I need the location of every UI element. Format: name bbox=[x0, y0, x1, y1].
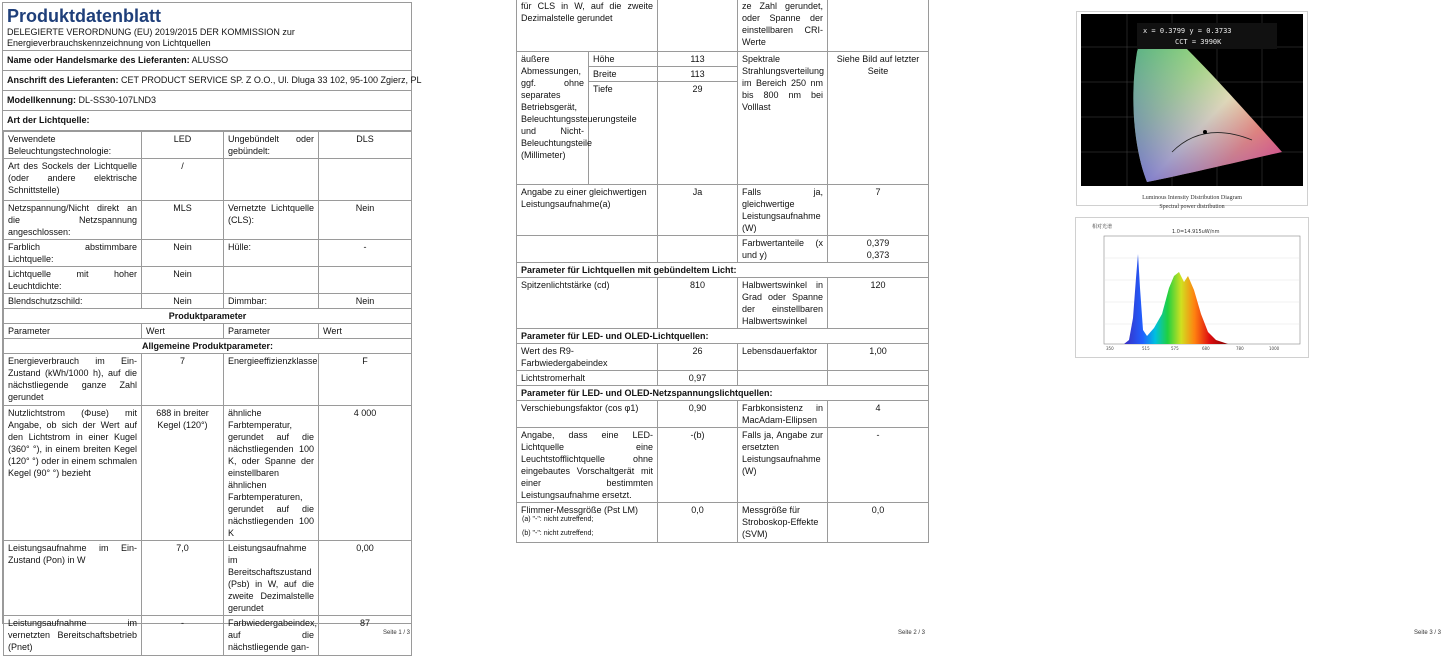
page-number: Seite 3 / 3 bbox=[1414, 629, 1442, 636]
footnote-b: (b) "-": nicht zutreffend; bbox=[522, 530, 594, 537]
table-row: Parameter für Lichtquellen mit gebündeltem Licht: bbox=[517, 262, 929, 277]
spectrum-figure bbox=[1075, 217, 1309, 358]
page-number: Seite 1 / 3 bbox=[383, 629, 411, 636]
light-source-type-table bbox=[3, 131, 412, 656]
table-row: Netzspannung/Nicht direkt an die Netzspannung angeschlossen: MLS Vernetzte Lichtquelle (CLS): Nein bbox=[4, 201, 412, 240]
table-row: Leistungsaufnahme im Ein-Zustand (Pon) in W 7,0 Leistungsaufnahme im Bereitschaftszustand (Psb) in W, auf die zweite Dezimalstelle gerundet 0,00 bbox=[4, 541, 412, 616]
table-row: Farblich abstimmbare Lichtquelle: Nein Hülle: - bbox=[4, 240, 412, 267]
cie-caption-2: Spectral power distribution bbox=[1159, 204, 1225, 210]
table-row: für CLS in W, auf die zweite Dezimalstelle gerundet ze Zahl gerundet, oder Spanne der einstellbaren CRI-Werte bbox=[517, 0, 929, 51]
table-row: äußere Abmessungen, ggf. ohne separates Betriebsgerät, Beleuchtungssteuerungsteile und Nicht-Beleuchtungsteile (Millimeter) Höhe Breite Tiefe 113 113 29 Spektrale Strahlungsverteilung im Bereich 250 nm bis 800 nm bei Volllast Siehe Bild auf letzter Seite bbox=[517, 51, 929, 184]
page-number: Seite 2 / 3 bbox=[898, 629, 926, 636]
footnotes bbox=[522, 513, 593, 541]
table-row: Wert des R9-Farbwiedergabeindex 26 Lebensdauerfaktor 1,00 bbox=[517, 343, 929, 370]
supplier-address: CET PRODUCT SERVICE SP. Z O.O., Ul. Dluga 33 102, 95-100 Zgierz, PL bbox=[121, 75, 422, 85]
table-header-row: Parameter Wert Parameter Wert bbox=[4, 324, 412, 339]
table-row: Energieverbrauch im Ein-Zustand (kWh/1000 h), auf die nächstliegende ganze Zahl gerundet 7 Energieeffizienzklasse F bbox=[4, 354, 412, 406]
cie-diagram-figure bbox=[1076, 11, 1308, 206]
page-1 bbox=[0, 0, 422, 652]
supplier-address-line: Anschrift des Lieferanten: CET PRODUCT SERVICE SP. Z O.O., Ul. Dluga 33 102, 95-100 Zgierz, PL bbox=[3, 71, 411, 91]
svg-text:1000: 1000 bbox=[1269, 346, 1280, 351]
supplier-name: ALUSSO bbox=[191, 55, 229, 65]
product-params-table-continued bbox=[516, 0, 929, 543]
chromaticity-point bbox=[1203, 130, 1207, 134]
footnote-a: (a) "-": nicht zutreffend; bbox=[522, 516, 594, 523]
svg-text:相对光谱: 相对光谱 bbox=[1092, 224, 1113, 230]
spectrum-header: 1.0=14.915uW/nm bbox=[1172, 229, 1220, 235]
table-row: Parameter für LED- und OLED-Lichtquellen: bbox=[517, 328, 929, 343]
cie-coordinates: x = 0.3799 y = 0.3733 bbox=[1143, 27, 1232, 35]
cie-cct: CCT = 3990K bbox=[1175, 38, 1222, 46]
dimensions-label: äußere Abmessungen, ggf. ohne separates Betriebsgerät, Beleuchtungssteuerungsteile und Nicht-Beleuchtungsteile (Millimeter) bbox=[517, 51, 589, 184]
supplier-name-line: Name oder Handelsmarke des Lieferanten: ALUSSO bbox=[3, 51, 411, 71]
table-row: Parameter für LED- und OLED-Netzspannungslichtquellen: bbox=[517, 385, 929, 400]
product-params-heading: Produktparameter bbox=[4, 309, 412, 324]
table-row: Art des Sockels der Lichtquelle (oder andere elektrische Schnittstelle) / bbox=[4, 159, 412, 201]
svg-text:680: 680 bbox=[1202, 346, 1210, 351]
table-row: Verschiebungsfaktor (cos φ1) 0,90 Farbkonsistenz in MacAdam-Ellipsen 4 bbox=[517, 400, 929, 427]
table-row: Nutzlichtstrom (Φuse) mit Angabe, ob sich der Wert auf den Lichtstrom in einer Kugel (360° °), in einem breiten Kegel (120° °) oder in einem schmalen Kegel (90° °) bezieht 688 in breiter Kegel (120°) ähnliche Farbtemperatur, gerundet auf die nächstliegenden 100 K, oder Spanne der einstellbaren ähnlichen Farbtemperaturen, gerundet auf die nächstliegenden 100 K 4 000 bbox=[4, 406, 412, 541]
table-row: Leistungsaufnahme im vernetzten Bereitschaftsbetrieb (Pnet) - Farbwiedergabeindex, auf die nächstliegende gan- 87 bbox=[4, 616, 412, 656]
table-row: Angabe zu einer gleichwertigen Leistungsaufnahme(a) Ja Falls ja, gleichwertige Leistungsaufnahme (W) 7 bbox=[517, 184, 929, 235]
table-row bbox=[4, 339, 412, 354]
svg-text:350: 350 bbox=[1106, 346, 1114, 351]
table-row: Flimmer-Messgröße (Pst LM) 0,0 Messgröße für Stroboskop-Effekte (SVM) 0,0 bbox=[517, 502, 929, 542]
table-row: Verwendete Beleuchtungstechnologie: LED Ungebündelt oder gebündelt: DLS bbox=[4, 132, 412, 159]
cie-caption-1: Luminous Intensity Distribution Diagram bbox=[1142, 195, 1242, 202]
spectrum-curve bbox=[1124, 254, 1228, 344]
regulation-text: DELEGIERTE VERORDNUNG (EU) 2019/2015 DER KOMMISSION zur Energieverbrauchskennzeichnung von Lichtquellen bbox=[3, 27, 411, 51]
table-row: Lichtquelle mit hoher Leuchtdichte: Nein bbox=[4, 267, 412, 294]
page-2 bbox=[516, 0, 929, 639]
table-row: Blendschutzschild: Nein Dimmbar: Nein bbox=[4, 294, 412, 309]
table-row: Lichtstromerhalt 0,97 bbox=[517, 370, 929, 385]
svg-text:575: 575 bbox=[1171, 346, 1179, 351]
document-title: Produktdatenblatt bbox=[7, 6, 162, 26]
cie-chromaticity-diagram bbox=[1077, 12, 1309, 192]
spectral-power-chart bbox=[1076, 218, 1310, 359]
type-heading: Art der Lichtquelle: bbox=[3, 111, 411, 131]
model-id: DL-SS30-107LND3 bbox=[78, 95, 157, 105]
datasheet-page-2 bbox=[516, 0, 928, 543]
general-params-heading: Allgemeine Produktparameter: bbox=[4, 339, 412, 354]
table-row bbox=[4, 309, 412, 324]
table-row: Spitzenlichtstärke (cd) 810 Halbwertswinkel in Grad oder Spanne der einstellbaren Halbwertswinkel 120 bbox=[517, 277, 929, 328]
svg-text:515: 515 bbox=[1142, 346, 1150, 351]
table-row: Farbwertanteile (x und y) 0,379 0,373 bbox=[517, 235, 929, 262]
page-3 bbox=[1062, 0, 1445, 639]
table-row: Angabe, dass eine LED-Lichtquelle eine Leuchtstofflichtquelle ohne eingebautes Vorschaltgerät mit einer bestimmten Leistungsaufnahme ersetzt. -(b) Falls ja, Angabe zur ersetzten Leistungsaufnahme (W) - bbox=[517, 427, 929, 502]
model-line: Modellkennung: DL-SS30-107LND3 bbox=[3, 91, 411, 111]
svg-text:780: 780 bbox=[1236, 346, 1244, 351]
